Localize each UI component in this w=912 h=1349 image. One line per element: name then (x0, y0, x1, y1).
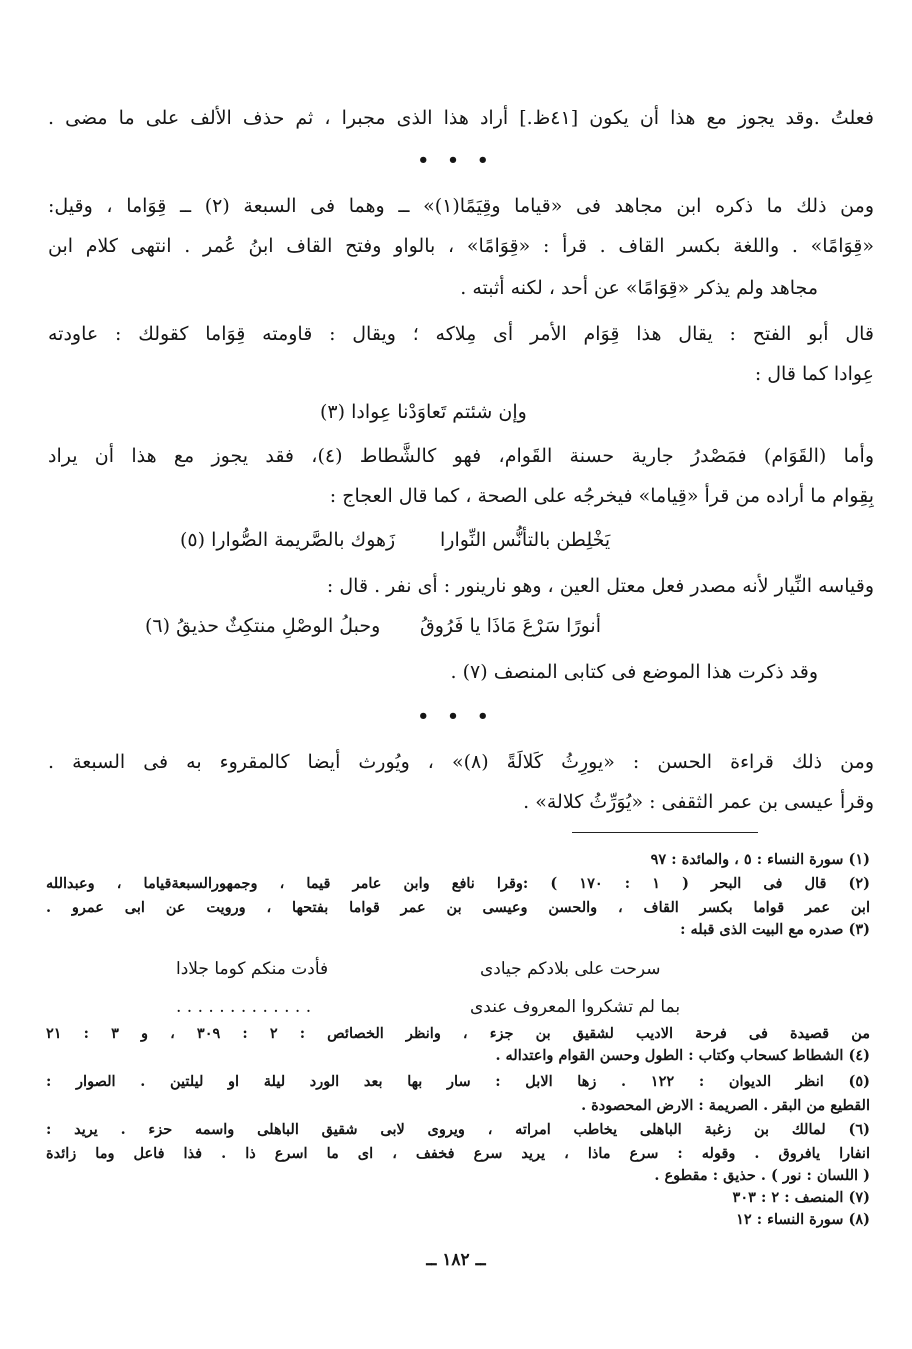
footnote-verse-1-first: سرحت على بلادكم جيادى (480, 959, 661, 979)
verse-3-second-hemistich: وحبلُ الوصْلِ منتكِثٌ حذيقُ (٦) (145, 615, 381, 637)
footnote-3: (٣) صدره مع البيت الذى قبله : (680, 921, 870, 938)
text-line-6: عِوادا كما قال : (754, 363, 874, 385)
page-number: ــ ١٨٢ ــ (426, 1250, 486, 1270)
text-line-1: فعلتُ .وقد يجوز مع هذا أن يكون [٤١ظ.] أراد هذا الذى مجبرا ، ثم حذف الألف على ما مضى . (48, 107, 874, 129)
footnote-verse-2-second: . . . . . . . . . . . . . (176, 997, 312, 1017)
verse-2-second-hemistich: زَهوك بالصَّريمة الصُّوارا (٥) (180, 529, 396, 551)
footnote-7: (٧) المنصف : ٢ : ٣٠٣ (732, 1189, 870, 1206)
text-line-5: قال أبو الفتح : يقال هذا قِوَام الأمر أى مِلاكه ؛ ويقال : قاومته قِوَاما كقولك : عاودته (48, 323, 874, 345)
text-line-2: ومن ذلك ما ذكره ابن مجاهد فى «قياما وقِيَمًا(١)» ــ وهما فى السبعة (٢) ــ قِوَاما ، وقيل: (48, 195, 874, 217)
footnote-5-line-2: القطيع من البقر . الصريمة : الارض المحصودة . (581, 1097, 870, 1114)
footnote-6-line-2: انفارا يافروق . وقوله : سرع ماذا ، يريد سرع فخفف ، اى ما اسرع ذا . فذا فاعل وما زائدة (46, 1145, 870, 1162)
text-line-7: وأما (القَوَام) فمَصْدرُ جارية حسنة القَوام، فهو كالشَّطاط (٤)، فقد يجوز مع هذا أن يراد (48, 445, 874, 467)
footnote-2-line-2: ابن عمر قواما بكسر القاف ، والحسن وعيسى بن عمر قواما بفتحها ، ورويت عن ابى عمرو . (46, 899, 870, 916)
verse-3-first-hemistich: أنورًا سَرْعَ مَاذَا يا فَرُوقُ (420, 615, 602, 637)
footnote-separator (572, 832, 758, 833)
text-line-9: وقياسه النِّيار لأنه مصدر فعل معتل العين ، وهو نارينور : أى نفر . قال : (326, 575, 874, 597)
footnote-6-line-1: (٦) لمالك بن زغبة الباهلى يخاطب امراته ، ويروى لابى شقيق الباهلى واسمه حزء . يريد : (46, 1121, 870, 1138)
footnote-2-line-1: (٢) قال فى البحر ( ١ : ١٧٠ ) :وقرا نافع وابن عامر قيما ، وجمهورالسبعةقياما ، وعبدالله (46, 875, 870, 892)
text-line-12: وقرأ عيسى بن عمر الثقفى : «يُوَرِّثُ كلالة» . (523, 791, 874, 813)
footnote-6-line-3: ( اللسان : نور ) . حذيق : مقطوع . (654, 1167, 870, 1184)
text-line-8: بِقِوام ما أراده من قرأ «قِياما» فيخرجُه على الصحة ، كما قال العجاج : (329, 485, 874, 507)
verse-2-first-hemistich: يَخْلِطن بالتأنُّس النِّوارا (440, 529, 611, 551)
section-separator: • • • (417, 150, 495, 171)
section-separator-2: • • • (417, 706, 495, 727)
text-line-4: مجاهد ولم يذكر «قِوَامًا» عن أحد ، لكنه أثبته . (460, 277, 818, 299)
text-line-10: وقد ذكرت هذا الموضع فى كتابى المنصف (٧) . (450, 661, 818, 683)
text-line-3: «قِوَامًا» . واللغة بكسر القاف . قرأ : «قِوَامًا» ، بالواو وفتح القاف ابنُ عُمر . انتهى كلام ابن (48, 235, 874, 257)
footnote-3-source: من قصيدة فى فرحة الاديب لشقيق بن جزء ، وانظر الخصائص : ٢ : ٣٠٩ ، و ٣ : ٢١ (46, 1025, 870, 1042)
verse-1: وإن شئتم تَعاوَدْنا عِوادا (٣) (320, 401, 527, 423)
footnote-4: (٤) الشطاط كسحاب وكتاب : الطول وحسن القوام واعتداله . (495, 1047, 870, 1064)
footnote-verse-2-first: بما لم تشكروا المعروف عندى (470, 997, 681, 1017)
footnote-8: (٨) سورة النساء : ١٢ (736, 1211, 870, 1228)
text-line-11: ومن ذلك قراءة الحسن : «يورِثُ كَلالَةً (٨)» ، ويُورث أيضا كالمقروء به فى السبعة . (48, 751, 874, 773)
footnote-1: (١) سورة النساء : ٥ ، والمائدة : ٩٧ (650, 851, 870, 868)
footnote-5-line-1: (٥) انظر الديوان : ١٢٢ . زها الابل : سار بها بعد الورد ليلة او ليلتين . الصوار : (46, 1073, 870, 1090)
footnote-verse-1-second: فأدت منكم كوما جلادا (176, 959, 329, 979)
